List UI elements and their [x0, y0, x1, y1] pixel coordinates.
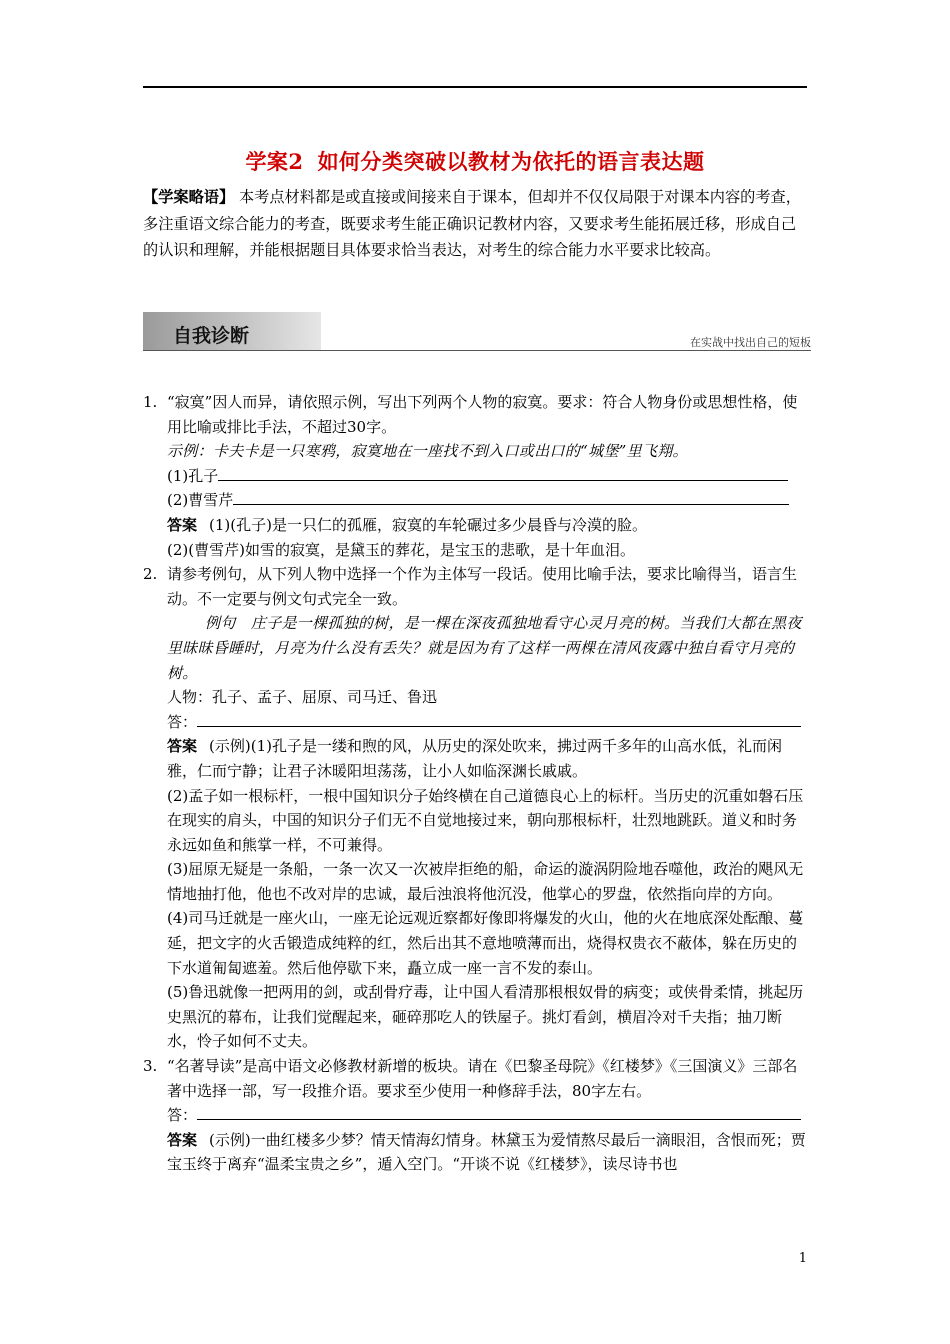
- question-2: [143, 562, 809, 611]
- title-text: 如何分类突破以教材为依托的语言表达题: [317, 149, 705, 174]
- question-example: 示例：卡夫卡是一只寒鸦，寂寞地在一座找不到入口或出口的“城堡”里飞翔。: [167, 442, 688, 461]
- question-prompt: “寂寞”因人而异，请依照示例，写出下列两个人物的寂寞。要求：符合人物身份或思想性格，使用比喻或排比手法，不超过30字。: [167, 393, 798, 436]
- section-subtitle: 在实战中找出自己的短板: [690, 336, 811, 349]
- title-label: 学案2: [245, 149, 304, 174]
- answer-text: (4)司马迁就是一座火山，一座无论远观近察都好像即将爆发的火山，他的火在地底深处酝酿、蔓延，把文字的火舌锻造成纯粹的红，然后出其不意地喷薄而出，烧得权贵衣不蔽体，躲在历史的下水道匍匐遮羞。然后他停歇下来，矗立成一座一言不发的泰山。: [167, 909, 804, 977]
- answer-text: (1)(孔子)是一只仁的孤雁，寂寞的车轮碾过多少晨昏与冷漠的脸。: [209, 515, 647, 534]
- answer-block: [143, 513, 809, 538]
- intro-text: 本考点材料都是或直接或间接来自于课本，但却并不仅仅局限于对课本内容的考查，多注重语文综合能力的考查，既要求考生能正确识记教材内容，又要求考生能拓展迁移，形成自己的认识和理解，并能根据题目具体要求恰当表达，对考生的综合能力水平要求比较高。: [143, 188, 801, 259]
- section-label: 自我诊断: [173, 325, 250, 347]
- item-label: (1)孔子: [167, 466, 219, 485]
- question-number: 2.: [143, 565, 158, 584]
- answer-blank[interactable]: [197, 710, 801, 727]
- people-list: 人物：孔子、孟子、屈原、司马迁、鲁迅: [167, 688, 438, 707]
- answer-prefix: 答：: [167, 1106, 198, 1125]
- answer-line: [143, 710, 809, 735]
- answer-text: (2)(曹雪芹)如雪的寂寞，是黛玉的葬花，是宝玉的悲歌，是十年血泪。: [167, 540, 635, 559]
- question-prompt: 请参考例句，从下列人物中选择一个作为主体写一段话。使用比喻手法，要求比喻得当，语言生动。不一定要与例文句式完全一致。: [167, 565, 798, 608]
- answer-text: (示例)一曲红楼多少梦？情天情海幻情身。林黛玉为爱情熬尽最后一滴眼泪，含恨而死；贾宝玉终于离弃“温柔宝贵之乡”，遁入空门。“开谈不说《红楼梦》，读尽诗书也: [167, 1130, 806, 1174]
- answer-line-2: [143, 488, 809, 513]
- question-number: 3.: [143, 1057, 158, 1076]
- page-number: 1: [798, 1251, 807, 1266]
- answer-block: [143, 734, 809, 783]
- page-title: [0, 146, 950, 176]
- answer-line-1: [143, 464, 809, 489]
- answer-label: 答案: [167, 737, 198, 756]
- questions: [143, 390, 809, 1177]
- question-1: [143, 390, 809, 439]
- answer-text: (5)鲁迅就像一把两用的剑，或刮骨疗毒，让中国人看清那根根奴骨的病变；或侠骨柔情，挑起历史黑沉的幕布，让我们觉醒起来，砸碎那吃人的铁屋子。挑灯看剑，横眉冷对千夫指；抽刀断水，怜子如何不丈夫。: [167, 983, 804, 1051]
- question-number: 1.: [143, 393, 158, 411]
- answer-blank[interactable]: [218, 464, 788, 481]
- answer-line: [143, 1103, 809, 1128]
- question-example: 例句 庄子是一棵孤独的树，是一棵在深夜孤独地看守心灵月亮的树。当我们大都在黑夜里昧昧昏睡时，月亮为什么没有丢失？就是因为有了这样一两棵在清风夜露中独自看守月亮的树。: [167, 614, 802, 682]
- answer-text: (2)孟子如一根标杆，一根中国知识分子始终横在自己道德良心上的标杆。当历史的沉重如磐石压在现实的肩头，中国的知识分子们无不自觉地接过来，朝向那根标杆，壮烈地跳跃。道义和时务永远如鱼和熊掌一样，不可兼得。: [167, 786, 804, 854]
- header-rule: [143, 86, 807, 88]
- answer-prefix: 答：: [167, 712, 198, 731]
- question-prompt: “名著导读”是高中语文必修教材新增的板块。请在《巴黎圣母院》《红楼梦》《三国演义》三部名著中选择一部，写一段推介语。要求至少使用一种修辞手法，80字左右。: [167, 1057, 798, 1100]
- question-3: [143, 1054, 809, 1103]
- intro-label: 【学案略语】: [143, 188, 235, 206]
- answer-text: (示例)(1)孔子是一缕和煦的风，从历史的深处吹来，拂过两千多年的山高水低，礼而闲雅，仁而宁静；让君子沐暖阳坦荡荡，让小人如临深渊长戚戚。: [167, 737, 782, 780]
- answer-blank[interactable]: [197, 1103, 801, 1120]
- answer-text: (3)屈原无疑是一条船，一条一次又一次被岸拒绝的船，命运的漩涡阴险地吞噬他，政治的飓风无情地抽打他，他也不改对岸的忠诚，最后浊浪将他沉没，他掌心的罗盘，依然指向岸的方向。: [167, 860, 804, 903]
- section-rule: [143, 350, 811, 351]
- answer-label: 答案: [167, 1130, 198, 1149]
- item-label: (2)曹雪芹: [167, 491, 234, 510]
- answer-blank[interactable]: [233, 488, 789, 505]
- intro-paragraph: [143, 184, 809, 264]
- section-header: [143, 312, 811, 352]
- answer-block: [143, 1128, 809, 1177]
- answer-label: 答案: [167, 515, 198, 534]
